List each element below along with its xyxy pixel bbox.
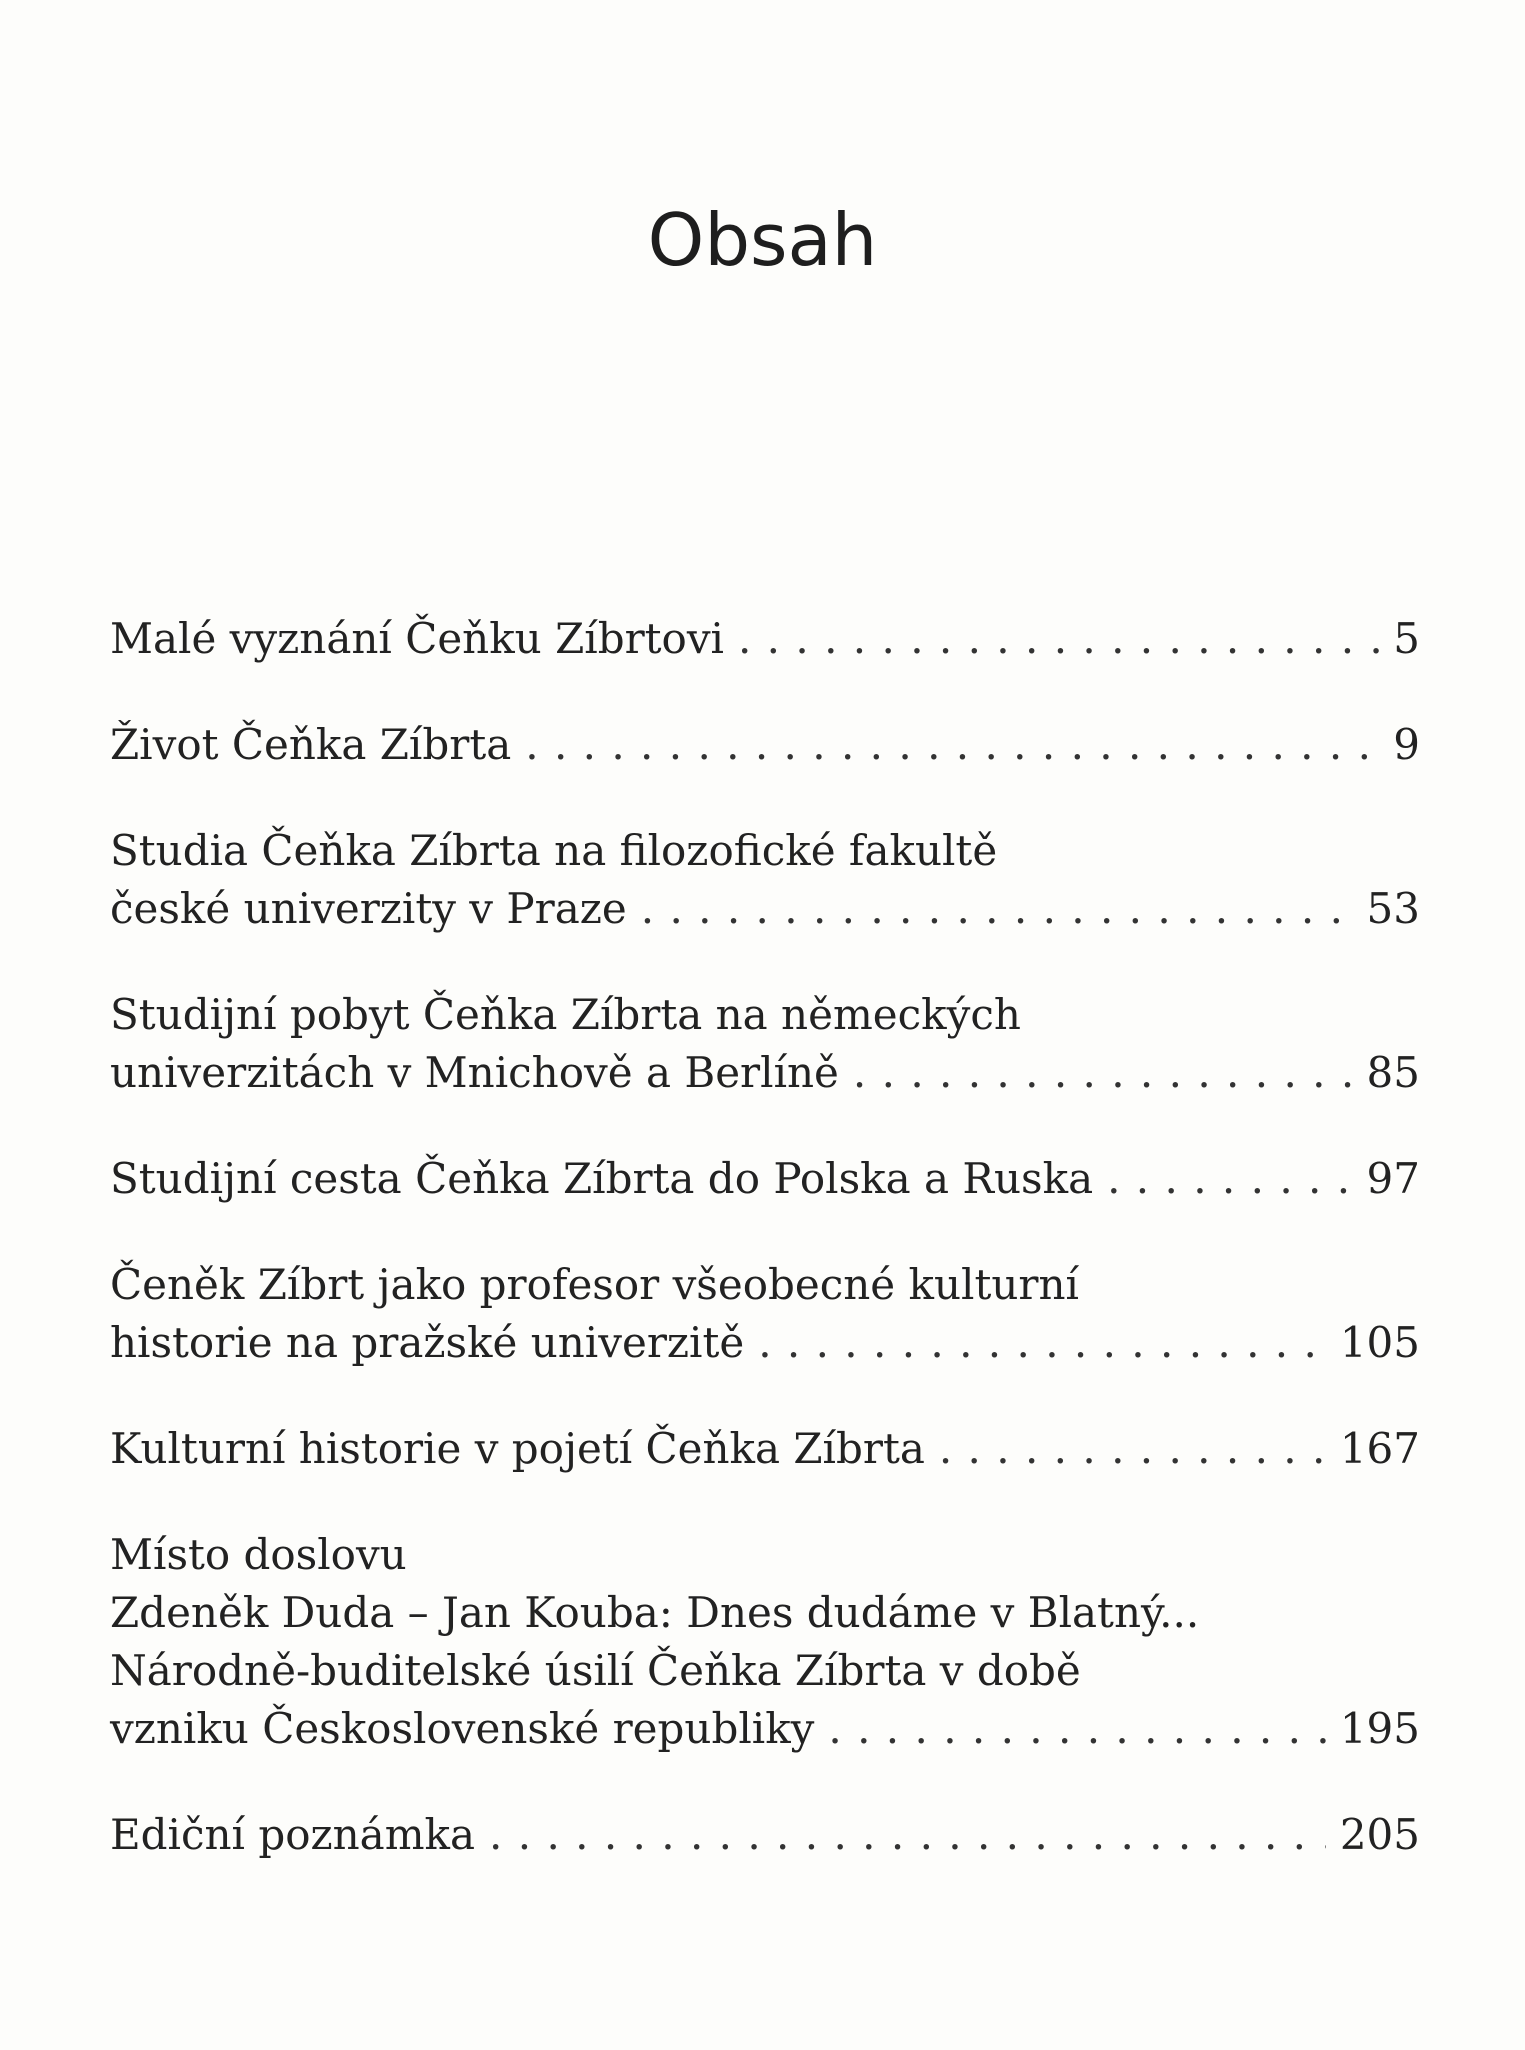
dot-leader (939, 1420, 1326, 1478)
page-title: Obsah (647, 198, 878, 282)
toc-page-number: 97 (1366, 1154, 1420, 1203)
toc-entry-title-continued: vzniku Československé republiky (110, 1704, 815, 1753)
dot-leader (828, 1700, 1325, 1758)
toc-entry (110, 1420, 1420, 1478)
toc-page-number: 195 (1339, 1704, 1420, 1753)
toc-entry (110, 1806, 1420, 1864)
toc-entry-title: Čeněk Zíbrt jako profesor všeobecné kulturní (110, 1260, 1079, 1309)
toc-entry-title: Život Čeňka Zíbrta (110, 720, 512, 769)
toc-entry (110, 1256, 1420, 1372)
toc-page-number: 105 (1339, 1318, 1420, 1367)
dot-leader (853, 1044, 1353, 1102)
toc-entry-title: Místo doslovu (110, 1530, 407, 1579)
dot-leader (758, 1314, 1326, 1372)
dot-leader (489, 1806, 1326, 1864)
toc-entry (110, 1526, 1420, 1758)
toc-entry-title: Studijní pobyt Čeňka Zíbrta na německých (110, 990, 1021, 1039)
toc-entry (110, 822, 1420, 938)
dot-leader (641, 880, 1353, 938)
toc-entry-title-continued: historie na pražské univerzitě (110, 1318, 745, 1367)
toc-entry (110, 986, 1420, 1102)
toc-entry (110, 1150, 1420, 1208)
toc-entry-title: Ediční poznámka (110, 1810, 476, 1859)
toc-page-number: 5 (1393, 614, 1420, 663)
toc-entry (110, 716, 1420, 774)
toc-page-number: 167 (1339, 1424, 1420, 1473)
toc-entry-title-continued: univerzitách v Mnichově a Berlíně (110, 1048, 839, 1097)
dot-leader (1107, 1150, 1352, 1208)
toc-entry-title: Studijní cesta Čeňka Zíbrta do Polska a Ruska (110, 1154, 1094, 1203)
toc-entry-title: Studia Čeňka Zíbrta na filozofické fakultě (110, 826, 998, 875)
toc-entry-title: Malé vyznání Čeňku Zíbrtovi (110, 614, 724, 663)
toc-entry-title-continued: české univerzity v Praze (110, 884, 627, 933)
toc-page-number: 85 (1366, 1048, 1420, 1097)
toc-entry (110, 610, 1420, 668)
toc-page-number: 9 (1393, 720, 1420, 769)
toc-page-number: 53 (1366, 884, 1420, 933)
toc-entry-title-continued: Zdeněk Duda – Jan Kouba: Dnes dudáme v Blatný... (110, 1588, 1200, 1637)
toc-entry-title-continued: Národně-buditelské úsilí Čeňka Zíbrta v době (110, 1646, 1081, 1695)
dot-leader (738, 610, 1379, 668)
toc-page-number: 205 (1339, 1810, 1420, 1859)
toc-entry-title: Kulturní historie v pojetí Čeňka Zíbrta (110, 1424, 925, 1473)
dot-leader (525, 716, 1379, 774)
